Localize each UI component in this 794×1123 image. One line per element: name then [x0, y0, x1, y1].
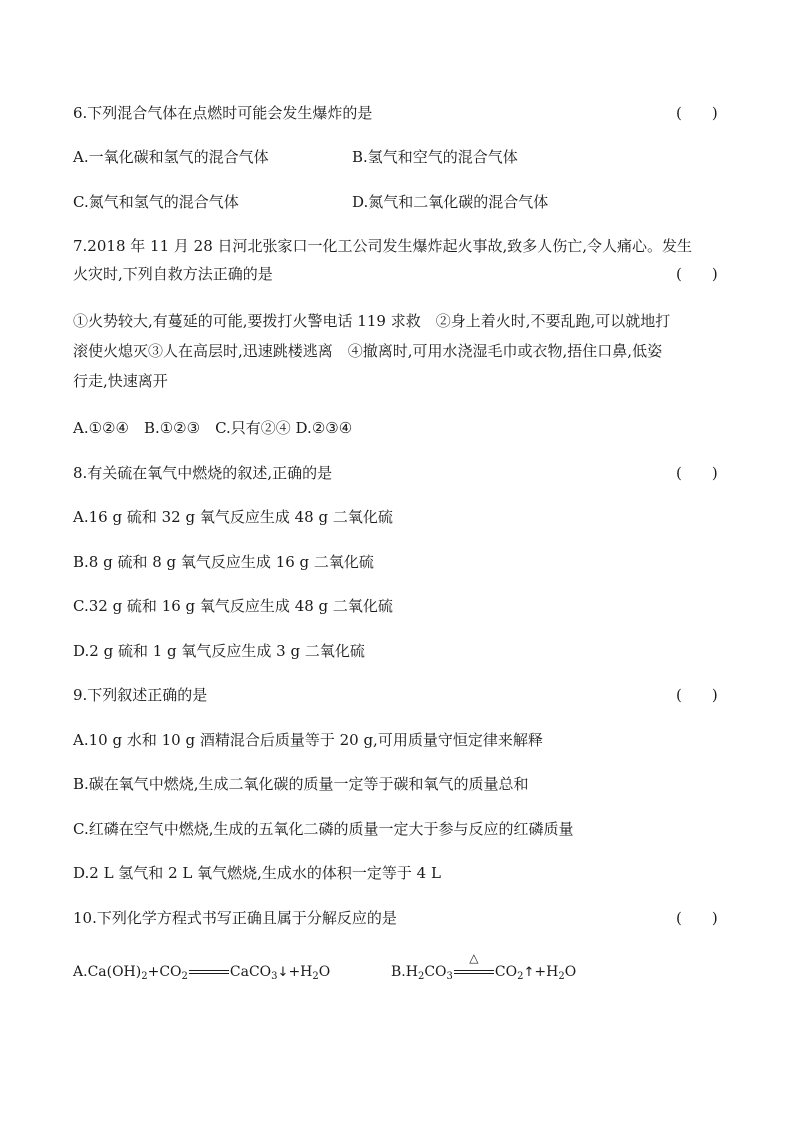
- q9-option-d: D.2 L 氢气和 2 L 氧气燃烧,生成水的体积一定等于 4 L: [73, 864, 441, 882]
- gas-arrow-icon: ↑: [523, 965, 535, 980]
- equals-sign-heating: [454, 951, 494, 979]
- q10a-tail: +H: [288, 964, 313, 980]
- q7-items-line3: 行走,快速离开: [73, 372, 168, 390]
- heating-triangle-icon: △: [469, 951, 479, 965]
- q10a-product1-sub: 3: [271, 971, 278, 982]
- q9-stem: 9.下列叙述正确的是: [73, 686, 208, 704]
- q10a-plus1: +CO: [147, 964, 182, 980]
- q7-stem-line2: 火灾时,下列自救方法正确的是: [73, 265, 273, 283]
- q6-stem: 6.下列混合气体在点燃时可能会发生爆炸的是: [73, 104, 373, 122]
- q10b-reactant1b-sub: 3: [446, 971, 453, 982]
- q6-answer-bracket: ( ): [676, 104, 718, 122]
- q6-option-c: C.氮气和氢气的混合气体: [73, 193, 239, 211]
- q9-option-c: C.红磷在空气中燃烧,生成的五氧化二磷的质量一定大于参与反应的红磷质量: [73, 820, 574, 838]
- q10a-reactant1: Ca(OH): [87, 964, 142, 980]
- q8-option-d: D.2 g 硫和 1 g 氧气反应生成 3 g 二氧化硫: [73, 642, 365, 660]
- q8-option-c: C.32 g 硫和 16 g 氧气反应生成 48 g 二氧化硫: [73, 597, 393, 615]
- q10-option-a: [73, 962, 330, 983]
- q10-option-b: [391, 951, 577, 983]
- q10a-reactant1-sub: 2: [141, 971, 148, 982]
- q10b-reactant1-sub: 2: [417, 971, 425, 982]
- q10b-tail-sub: 2: [558, 971, 565, 982]
- q10a-tail-sub: 2: [312, 971, 319, 982]
- q10b-product1-sub: 2: [517, 971, 524, 982]
- q10b-tail-end: O: [564, 964, 577, 980]
- q6-option-a: A.一氧化碳和氢气的混合气体: [73, 148, 269, 166]
- q10a-tail-end: O: [318, 964, 331, 980]
- q7-items-line2: 滚使火熄灭③人在高层时,迅速跳楼逃离 ④撤离时,可用水浇湿毛巾或衣物,捂住口鼻,低姿: [73, 342, 663, 360]
- q10a-product1: CaCO: [229, 964, 272, 980]
- q10b-prefix: B.: [391, 964, 406, 980]
- q10b-tail: +H: [534, 964, 559, 980]
- q10b-product1: CO: [494, 964, 518, 980]
- precipitate-arrow-icon: ↓: [277, 965, 289, 980]
- q10a-plus1-sub: 2: [181, 971, 188, 982]
- q7-items-line1: ①火势较大,有蔓延的可能,要拨打火警电话 119 求救 ②身上着火时,不要乱跑,可以就地打: [73, 312, 671, 330]
- q10-answer-bracket: ( ): [676, 909, 718, 927]
- q7-options: A.①②④ B.①②③ C.只有②④ D.②③④: [73, 419, 353, 437]
- q8-answer-bracket: ( ): [676, 464, 718, 482]
- q9-option-b: B.碳在氧气中燃烧,生成二氧化碳的质量一定等于碳和氧气的质量总和: [73, 775, 529, 793]
- q7-answer-bracket: ( ): [676, 265, 718, 283]
- q6-option-d: D.氮气和二氧化碳的混合气体: [352, 193, 549, 211]
- q8-option-a: A.16 g 硫和 32 g 氧气反应生成 48 g 二氧化硫: [73, 508, 393, 526]
- q10-stem: 10.下列化学方程式书写正确且属于分解反应的是: [73, 909, 397, 927]
- q10b-reactant1b: CO: [424, 964, 447, 980]
- q10b-reactant1: H: [405, 964, 418, 980]
- q9-option-a: A.10 g 水和 10 g 酒精混合后质量等于 20 g,可用质量守恒定律来解释: [73, 731, 543, 749]
- q8-option-b: B.8 g 硫和 8 g 氧气反应生成 16 g 二氧化硫: [73, 553, 374, 571]
- q9-answer-bracket: ( ): [676, 686, 718, 704]
- q6-option-b: B.氢气和空气的混合气体: [352, 148, 518, 166]
- q10a-prefix: A.: [73, 964, 88, 980]
- q8-stem: 8.有关硫在氧气中燃烧的叙述,正确的是: [73, 464, 333, 482]
- equals-sign-double-bar: [189, 965, 229, 979]
- q7-stem-line1: 7.2018 年 11 月 28 日河北张家口一化工公司发生爆炸起火事故,致多人伤亡,令人痛心。发生: [73, 237, 693, 255]
